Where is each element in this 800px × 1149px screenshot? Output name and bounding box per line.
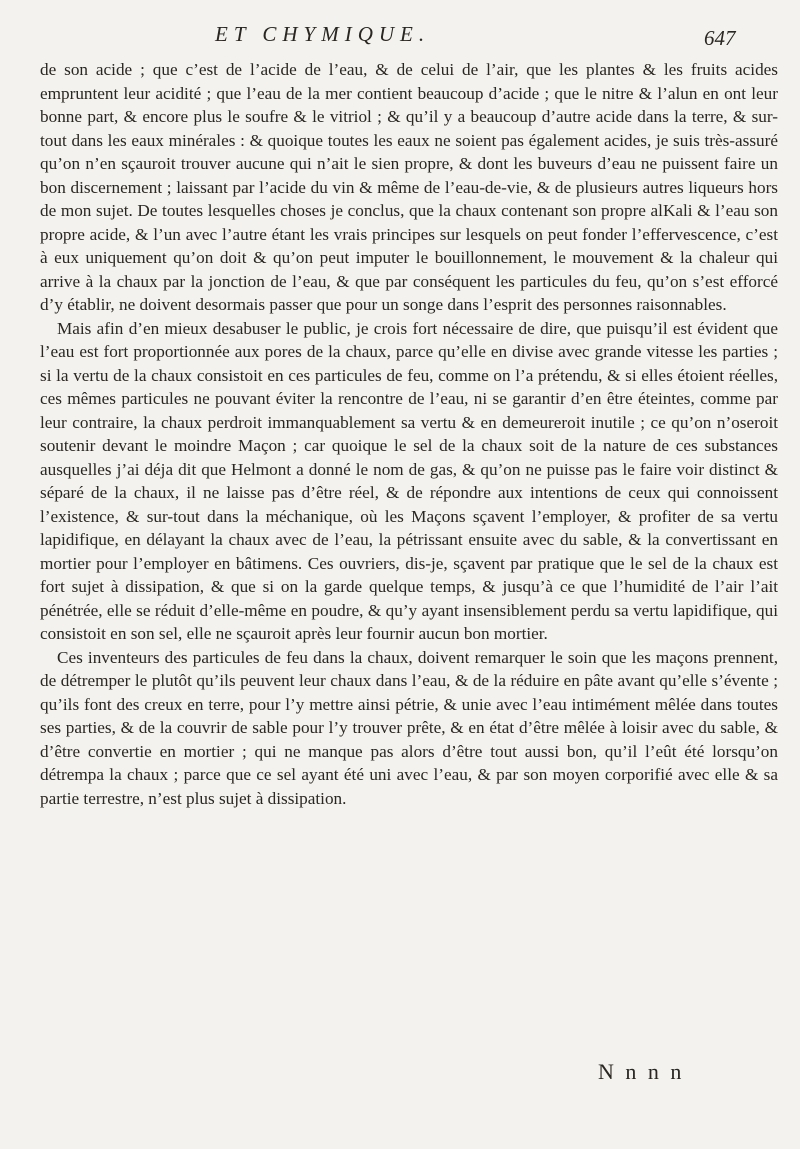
body-text [40,58,778,810]
paragraph-3: Ces inventeurs des particules de feu dans la chaux, doivent remarquer le soin que les maçons prennent, de détremper le plutôt qu’ils peuvent leur chaux dans l’eau, & de la réduire en pâte avant qu’elle s’évente ; qu’ils font des creux en terre, pour l’y mettre ainsi pétrie, & unie avec l’eau intimément mêlée dans toutes ses parties, & de la couvrir de sable pour l’y trouver prête, & en état d’être mêlée à loisir avec du sable, & d’être convertie en mortier ; qui ne manque pas alors d’être tout aussi bon, qu’il l’eût été lorsqu’on détrempa la chaux ; parce que ce sel ayant été uni avec l’eau, & par son moyen corporifié avec elle & sa partie terrestre, n’est plus sujet à dissipation. [40,647,778,808]
paragraph-1: de son acide ; que c’est de l’acide de l’eau, & de celui de l’air, que les plantes & les fruits acides empruntent leur acidité ; que l’eau de la mer contient beaucoup d’acide ; que le nitre & l’alun en ont leur bonne part, & encore plus le soufre & le vitriol ; & qu’il y a beaucoup d’autre acide dans la terre, & sur-tout dans les eaux minérales : & quoique toutes les eaux ne soient pas également acides, je suis très-assuré qu’on n’en sçauroit trouver aucune qui n’ait le sien propre, & dont les buveurs d’eau ne puissent faire un bon discernement ; laissant par l’acide du vin & même de l’eau-de-vie, & de plusieurs autres liqueurs hors de mon sujet. De toutes lesquelles choses je conclus, que la chaux contenant son propre alKali & l’eau son propre acide, & l’un avec l’autre étant les vrais principes sur lesquels on peut fonder l’effervescence, c’est à eux uniquement qu’on doit & qu’on peut imputer le bouillonnement, le mouvement & la chaleur qui arrive à la chaux par la jonction de l’eau, & que par conséquent les particules du feu, qu’on s’est efforcé d’y établir, ne doivent desormais passer que pour un songe dans l’esprit des personnes raisonnables. [40,60,778,314]
page-number: 647 [704,26,736,50]
printer-signature-mark: N n n n [598,1059,685,1084]
paragraph-2: Mais afin d’en mieux desabuser le public, je crois fort nécessaire de dire, que puisqu’il est évident que l’eau est fort proportionnée aux pores de la chaux, parce qu’elle en divise avec grande vitesse les parties ; si la vertu de la chaux consistoit en ces particules de feu, comme on l’a prétendu, & si elles étoient réelles, ces mêmes particules ne pouvant éviter la rencontre de l’eau, ni se garantir d’en être éteintes, comme par leur contraire, la chaux perdroit immanquablement sa vertu & en demeureroit inutile ; ce qu’on n’oseroit soutenir devant le moindre Maçon ; car quoique le sel de la chaux soit de la nature de ces substances ausquelles j’ai déja dit que Helmont a donné le nom de gas, & qu’on ne puisse pas le faire voir distinct & séparé de la chaux, il ne laisse pas d’être réel, & de répondre aux intentions de ceux qui connoissent l’existence, & sur-tout dans la méchanique, où les Maçons sçavent l’employer, & profiter de sa vertu lapidifique, en délayant la chaux avec de l’eau, la pétrissant ensuite avec du sable, & la convertissant en mortier pour l’employer en bâtimens. Ces ouvriers, dis-je, sçavent par pratique que le sel de la chaux est fort sujet à dissipation, & que si on la garde quelque temps, & jusqu’à ce que l’humidité de l’air l’ait pénétrée, elle se réduit d’elle-même en poudre, & qu’y ayant insensiblement perdu sa vertu lapidifique, qui consistoit en son sel, elle ne sçauroit après leur fournir aucun bon mortier. [40,318,778,643]
running-title: ET CHYMIQUE. [215,22,431,46]
page-header [0,20,800,56]
